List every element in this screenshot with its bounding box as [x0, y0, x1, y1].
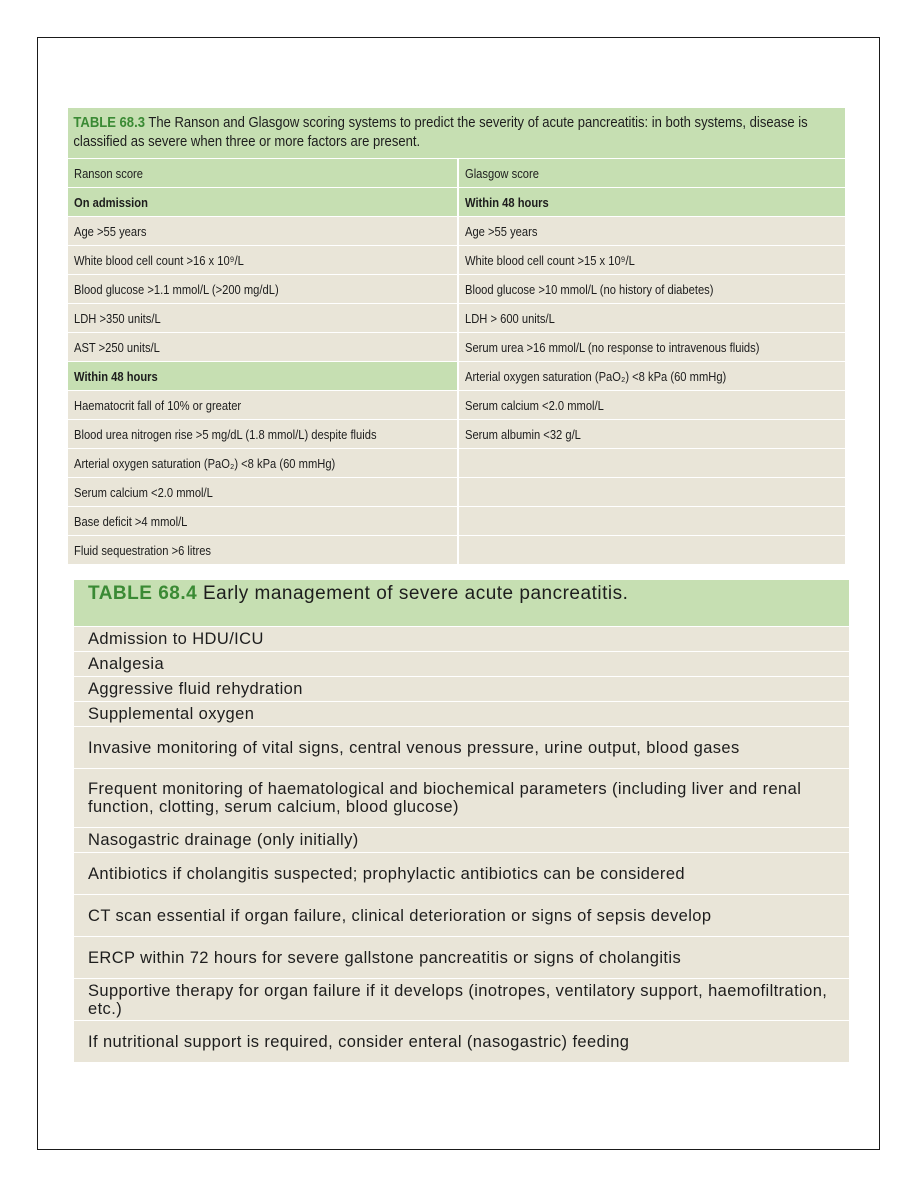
table-row [68, 274, 845, 303]
ranson-criterion: White blood cell count >16 x 10⁹/L [68, 245, 457, 274]
table-row [68, 419, 845, 448]
empty-cell [457, 535, 846, 564]
table-number: TABLE 68.3 [73, 115, 145, 131]
glasgow-column-header: Glasgow score [457, 158, 846, 187]
list-item: If nutritional support is required, consider enteral (nasogastric) feeding [74, 1020, 849, 1062]
empty-cell [457, 506, 846, 535]
ranson-criterion: Fluid sequestration >6 litres [68, 535, 457, 564]
ranson-criterion: Haematocrit fall of 10% or greater [68, 390, 457, 419]
list-item: Invasive monitoring of vital signs, central venous pressure, urine output, blood gases [74, 726, 849, 768]
table-row [68, 361, 845, 390]
list-item: Aggressive fluid rehydration [74, 676, 849, 701]
glasgow-criterion: Serum urea >16 mmol/L (no response to intravenous fluids) [457, 332, 846, 361]
section-within-48-hours: Within 48 hours [457, 187, 846, 216]
glasgow-criterion: Age >55 years [457, 216, 846, 245]
table-row [68, 245, 845, 274]
glasgow-criterion: White blood cell count >15 x 10⁹/L [457, 245, 846, 274]
empty-cell [457, 448, 846, 477]
table-row [68, 448, 845, 477]
section-row [68, 187, 845, 216]
section-within-48-hours: Within 48 hours [68, 361, 457, 390]
ranson-criterion: Blood glucose >1.1 mmol/L (>200 mg/dL) [68, 274, 457, 303]
table-row [68, 303, 845, 332]
ranson-glasgow-table [68, 108, 845, 564]
table-row [68, 390, 845, 419]
table-caption [74, 580, 849, 626]
glasgow-criterion: Blood glucose >10 mmol/L (no history of diabetes) [457, 274, 846, 303]
glasgow-criterion: Arterial oxygen saturation (PaO₂) <8 kPa (60 mmHg) [457, 361, 846, 390]
glasgow-criterion: Serum calcium <2.0 mmol/L [457, 390, 846, 419]
ranson-criterion: Age >55 years [68, 216, 457, 245]
list-item: Frequent monitoring of haematological and biochemical parameters (including liver and renal function, clotting, serum calcium, blood glucose) [74, 768, 849, 827]
empty-cell [457, 477, 846, 506]
list-item: Supplemental oxygen [74, 701, 849, 726]
glasgow-criterion: Serum albumin <32 g/L [457, 419, 846, 448]
ranson-criterion: Serum calcium <2.0 mmol/L [68, 477, 457, 506]
table-title: The Ranson and Glasgow scoring systems to predict the severity of acute pancreatitis: in both systems, disease is classified as severe when three or more factors are present. [73, 115, 808, 150]
ranson-column-header: Ranson score [68, 158, 457, 187]
ranson-criterion: LDH >350 units/L [68, 303, 457, 332]
column-header-row [68, 158, 845, 187]
table-row [68, 216, 845, 245]
table-row [68, 535, 845, 564]
list-item: Analgesia [74, 651, 849, 676]
list-item: Nasogastric drainage (only initially) [74, 827, 849, 852]
ranson-criterion: Arterial oxygen saturation (PaO₂) <8 kPa (60 mmHg) [68, 448, 457, 477]
ranson-criterion: AST >250 units/L [68, 332, 457, 361]
list-item: ERCP within 72 hours for severe gallstone pancreatitis or signs of cholangitis [74, 936, 849, 978]
table-row [68, 506, 845, 535]
glasgow-criterion: LDH > 600 units/L [457, 303, 846, 332]
list-item: CT scan essential if organ failure, clinical deterioration or signs of sepsis develop [74, 894, 849, 936]
list-item: Admission to HDU/ICU [74, 626, 849, 651]
ranson-criterion: Blood urea nitrogen rise >5 mg/dL (1.8 mmol/L) despite fluids [68, 419, 457, 448]
table-number: TABLE 68.4 [88, 583, 198, 604]
ranson-criterion: Base deficit >4 mmol/L [68, 506, 457, 535]
list-item: Supportive therapy for organ failure if it develops (inotropes, ventilatory support, haemofiltration, etc.) [74, 978, 849, 1020]
table-row [68, 477, 845, 506]
table-row [68, 332, 845, 361]
section-on-admission: On admission [68, 187, 457, 216]
table-title: Early management of severe acute pancreatitis. [197, 583, 629, 604]
list-item: Antibiotics if cholangitis suspected; prophylactic antibiotics can be considered [74, 852, 849, 894]
early-management-table [74, 580, 849, 1062]
table-caption [68, 108, 845, 158]
